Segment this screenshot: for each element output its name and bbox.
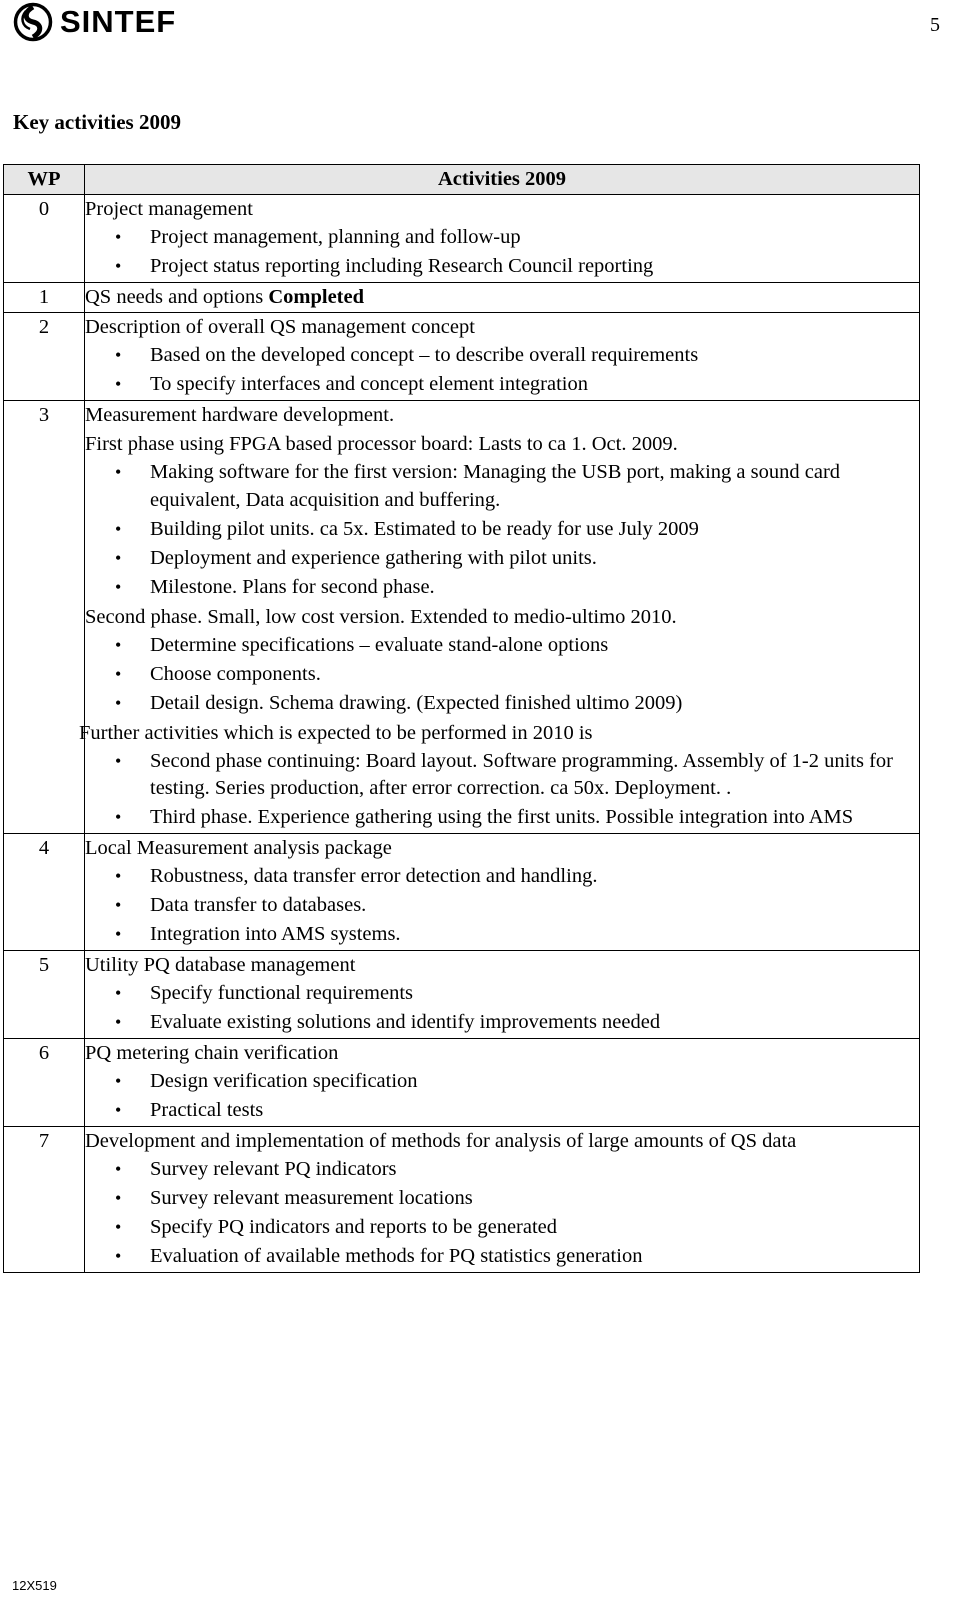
list-item: • Based on the developed concept – to describe overall requirements <box>85 342 919 370</box>
activity-title: Project management <box>85 198 253 220</box>
activity-cell <box>85 283 920 313</box>
table-row <box>4 834 920 951</box>
activity-title: Utility PQ database management <box>85 954 356 976</box>
list-item: • Milestone. Plans for second phase. <box>85 574 919 602</box>
phase-two-text: Second phase. Small, low cost version. Extended to medio-ultimo 2010. <box>85 605 677 628</box>
list-item: • Project management, planning and follow-up <box>85 224 919 252</box>
table-row <box>4 951 920 1039</box>
activity-cell <box>85 1039 920 1127</box>
wp-number: 4 <box>4 834 85 951</box>
wp-number: 7 <box>4 1127 85 1273</box>
list-item: • Survey relevant measurement locations <box>85 1185 919 1213</box>
list-item: • Evaluation of available methods for PQ statistics generation <box>85 1243 919 1271</box>
list-item: • Survey relevant PQ indicators <box>85 1156 919 1184</box>
list-item: • Integration into AMS systems. <box>85 921 919 949</box>
status-completed: Completed <box>268 286 365 308</box>
activity-cell <box>85 1127 920 1273</box>
sintef-logo <box>12 2 176 42</box>
list-item: • Data transfer to databases. <box>85 892 919 920</box>
phase-one-text: First phase using FPGA based processor board: Lasts to ca 1. Oct. 2009. <box>85 433 678 455</box>
wp-number: 6 <box>4 1039 85 1127</box>
phase-one-bullets <box>85 459 919 601</box>
column-header-activities: Activities 2009 <box>85 165 920 195</box>
list-item: • Detail design. Schema drawing. (Expected finished ultimo 2009) <box>85 690 919 718</box>
sintef-logo-icon <box>12 2 54 42</box>
list-item: • Choose components. <box>85 661 919 689</box>
further-activities-text: Further activities which is expected to be performed in 2010 is <box>79 721 593 744</box>
activity-cell <box>85 195 920 283</box>
table-row <box>4 1039 920 1127</box>
table-row <box>4 1127 920 1273</box>
column-header-wp: WP <box>4 165 85 195</box>
list-item: • Specify functional requirements <box>85 980 919 1008</box>
wp-number: 2 <box>4 313 85 401</box>
activity-bullets <box>85 1156 919 1271</box>
activity-title: Development and implementation of methods for analysis of large amounts of QS data <box>85 1130 797 1152</box>
activity-title: Description of overall QS management concept <box>85 316 475 338</box>
wp-number: 1 <box>4 283 85 313</box>
further-activities-bullets <box>85 748 919 832</box>
activity-bullets <box>85 863 919 949</box>
activity-title: QS needs and options <box>85 286 269 308</box>
activity-title: PQ metering chain verification <box>85 1042 339 1064</box>
list-item: • Deployment and experience gathering with pilot units. <box>85 545 919 573</box>
activity-bullets <box>85 342 919 399</box>
list-item: • Evaluate existing solutions and identify improvements needed <box>85 1009 919 1037</box>
table-header-row <box>4 165 920 195</box>
list-item: • Determine specifications – evaluate stand-alone options <box>85 632 919 660</box>
activity-cell <box>85 951 920 1039</box>
table-row <box>4 283 920 313</box>
list-item: • Second phase continuing: Board layout. Software programming. Assembly of 1-2 units for testing. Series production, after error correction. ca 50x. Deployment. . <box>85 748 919 803</box>
activity-title-line <box>85 283 919 312</box>
list-item: • Building pilot units. ca 5x. Estimated to be ready for use July 2009 <box>85 516 919 544</box>
list-item: • Design verification specification <box>85 1068 919 1096</box>
list-item: • Making software for the first version: Managing the USB port, making a sound card equivalent, Data acquisition and buffering. <box>85 459 919 514</box>
activity-cell <box>85 313 920 401</box>
phase-two-bullets <box>85 632 919 718</box>
page-number: 5 <box>930 14 940 36</box>
activity-title: Measurement hardware development. <box>85 404 395 426</box>
activity-bullets <box>85 1068 919 1125</box>
table-row <box>4 195 920 283</box>
wp-number: 5 <box>4 951 85 1039</box>
list-item: • Specify PQ indicators and reports to be generated <box>85 1214 919 1242</box>
activity-cell <box>79 401 920 834</box>
list-item: • Practical tests <box>85 1097 919 1125</box>
table-row <box>4 401 920 834</box>
list-item: • Project status reporting including Research Council reporting <box>85 253 919 281</box>
section-title: Key activities 2009 <box>13 110 181 134</box>
page-header <box>0 0 960 60</box>
wp-number: 3 <box>4 401 85 834</box>
list-item: • To specify interfaces and concept element integration <box>85 371 919 399</box>
activity-bullets <box>85 224 919 281</box>
list-item: • Third phase. Experience gathering using the first units. Possible integration into AMS <box>85 804 919 832</box>
activity-title: Local Measurement analysis package <box>85 837 392 859</box>
activities-table <box>3 164 920 1273</box>
wp-number: 0 <box>4 195 85 283</box>
table-row <box>4 313 920 401</box>
activity-bullets <box>85 980 919 1037</box>
activity-cell <box>85 834 920 951</box>
document-code: 12X519 <box>12 1578 57 1593</box>
logo-text: SINTEF <box>60 4 177 39</box>
list-item: • Robustness, data transfer error detection and handling. <box>85 863 919 891</box>
